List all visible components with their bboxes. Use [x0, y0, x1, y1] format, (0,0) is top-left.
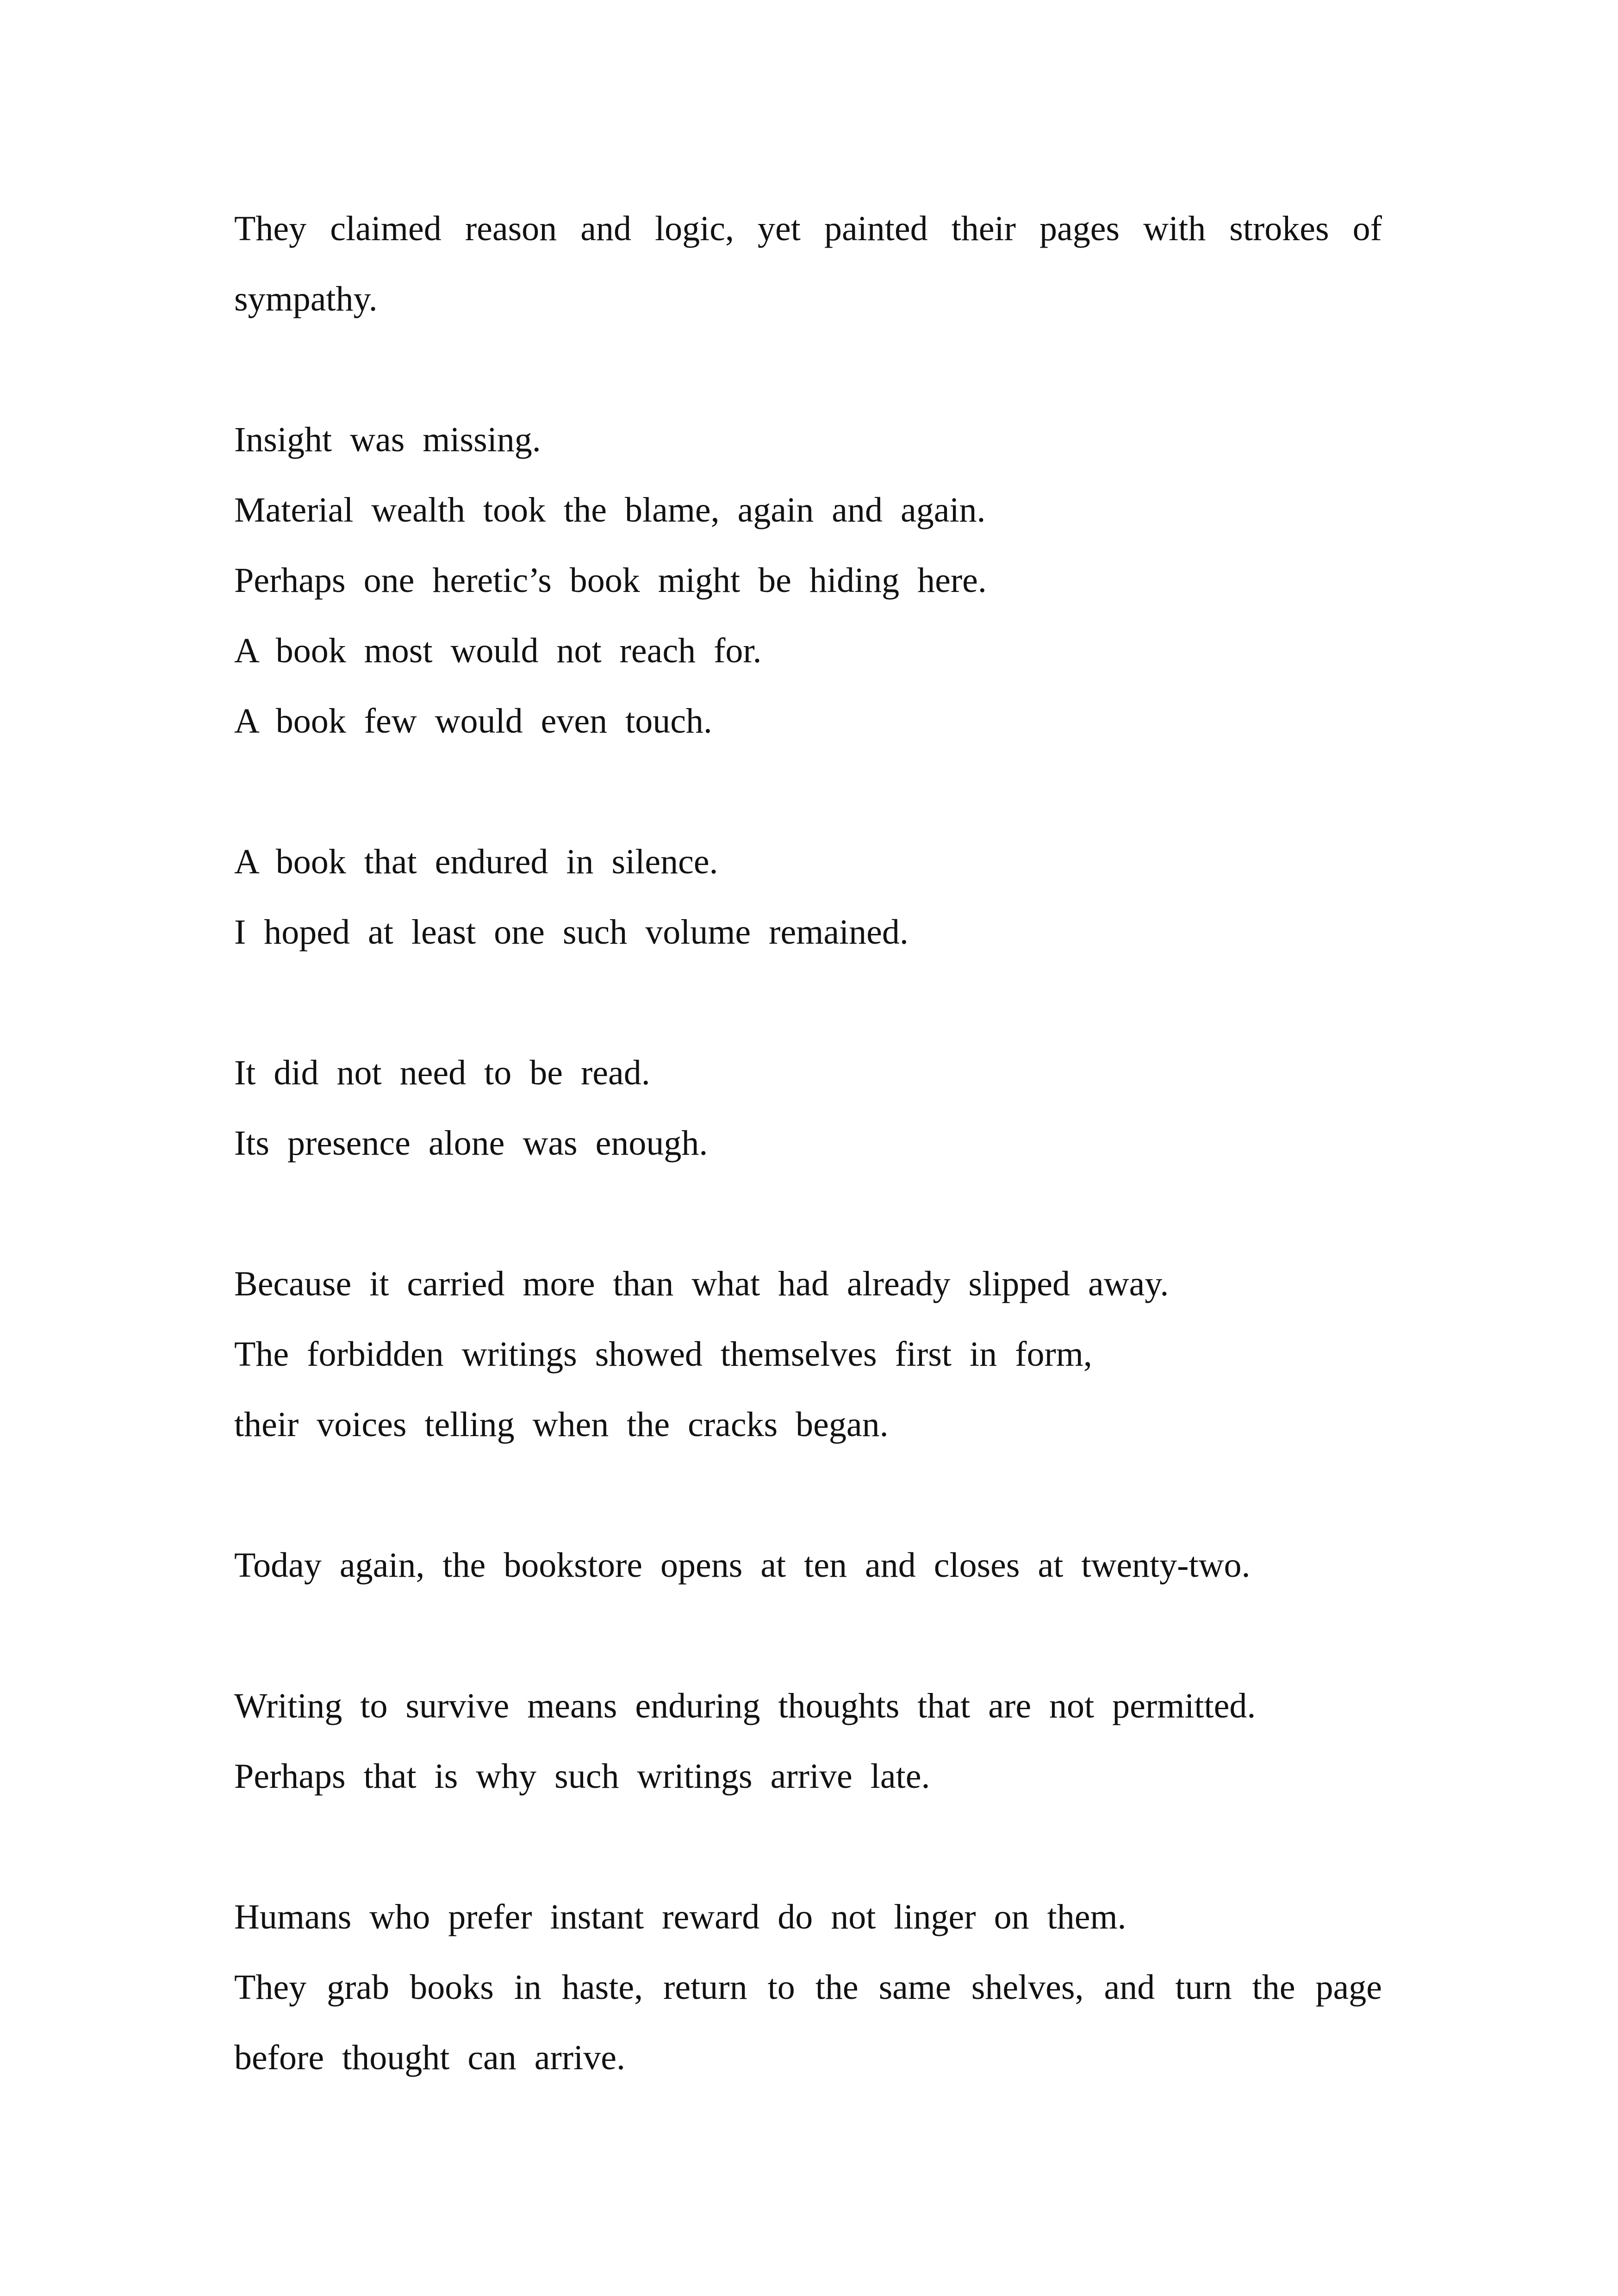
paragraph-4: [234, 1038, 1382, 1178]
paragraph-6: [234, 1530, 1382, 1600]
paragraph-line: A book that endured in silence.: [234, 842, 718, 881]
paragraph-line: It did not need to be read.: [234, 1053, 650, 1092]
paragraph-5: [234, 1249, 1382, 1460]
document-body: [234, 193, 1382, 2093]
paragraph-line: A book few would even touch.: [234, 702, 712, 740]
paragraph-line: their voices telling when the cracks began.: [234, 1405, 889, 1444]
paragraph-line: Material wealth took the blame, again and again.: [234, 491, 986, 529]
paragraph-1: [234, 193, 1382, 334]
paragraph-8: [234, 1882, 1382, 2093]
paragraph-3: [234, 827, 1382, 967]
paragraph-line: They grab books in haste, return to the same shelves, and turn the page before thought can arrive.: [234, 1968, 1382, 2077]
paragraph-line: The forbidden writings showed themselves first in form,: [234, 1335, 1092, 1374]
paragraph-line: Humans who prefer instant reward do not linger on them.: [234, 1898, 1126, 1936]
paragraph-line: I hoped at least one such volume remained.: [234, 913, 909, 952]
paragraph-line: Because it carried more than what had already slipped away.: [234, 1264, 1169, 1303]
paragraph-line: Today again, the bookstore opens at ten and closes at twenty-two.: [234, 1546, 1251, 1585]
paragraph-line: Perhaps that is why such writings arrive late.: [234, 1757, 930, 1796]
paragraph-line: Writing to survive means enduring thoughts that are not permitted.: [234, 1686, 1256, 1725]
paragraph-line: A book most would not reach for.: [234, 631, 762, 670]
paragraph-line: Insight was missing.: [234, 420, 541, 459]
paragraph-2: [234, 404, 1382, 756]
paragraph-line: Its presence alone was enough.: [234, 1124, 708, 1163]
paragraph-line: They claimed reason and logic, yet painted their pages with strokes of sympathy.: [234, 209, 1382, 318]
paragraph-7: [234, 1671, 1382, 1811]
paragraph-line: Perhaps one heretic’s book might be hiding here.: [234, 561, 987, 600]
